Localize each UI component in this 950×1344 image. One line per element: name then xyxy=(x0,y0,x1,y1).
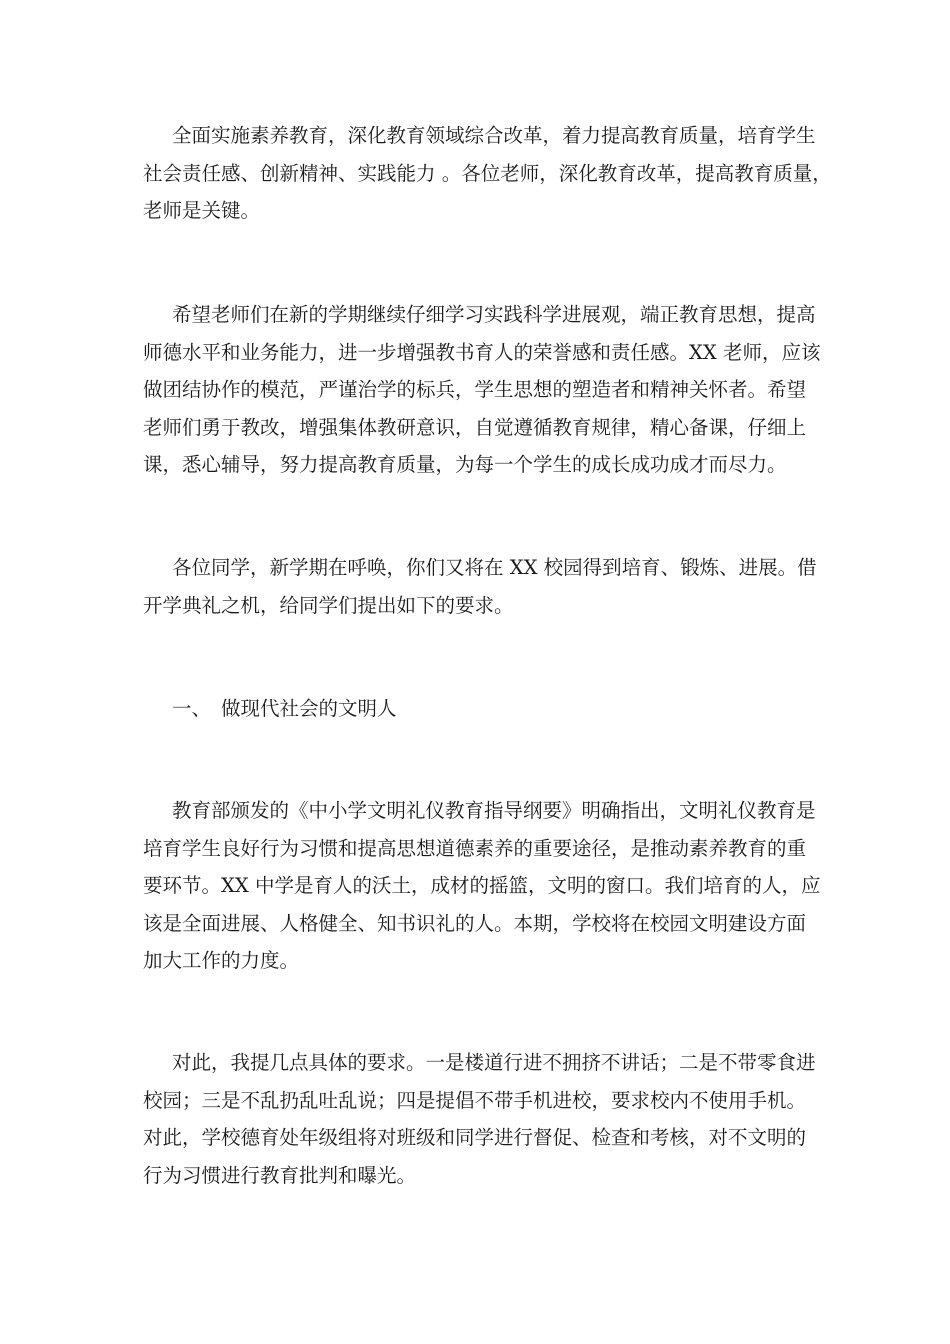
paragraph-line: 对此，我提几点具体的要求。一是楼道行进不拥挤不讲话；二是不带零食进 xyxy=(172,1051,816,1074)
paragraph-line: 全面实施素养教育，深化教育领域综合改革，着力提高教育质量，培育学生 xyxy=(172,124,816,147)
paragraph-line: 社会责任感、创新精神、实践能力 。各位老师，深化教育改革，提高教育质量， xyxy=(143,161,832,185)
paragraph-line: 要环节。XX 中学是育人的沃土，成材的摇篮，文明的窗口。我们培育的人，应 xyxy=(143,874,821,897)
paragraph-line: 各位同学，新学期在呼唤，你们又将在 XX 校园得到培育、锻炼、进展。借 xyxy=(172,556,817,579)
paragraph-line: 做团结协作的模范，严谨治学的标兵，学生思想的塑造者和精神关怀者。希望 xyxy=(143,378,807,401)
paragraph-line: 对此，学校德育处年级组将对班级和同学进行督促、检查和考核，对不文明的 xyxy=(143,1126,807,1149)
paragraph-line: 行为习惯进行教育批判和曝光。 xyxy=(143,1163,417,1187)
paragraph-etiquette xyxy=(143,792,821,980)
paragraph-line: 校园；三是不乱扔乱吐乱说；四是提倡不带手机进校，要求校内不使用手机。 xyxy=(143,1088,807,1112)
paragraph-line: 教育部颁发的《中小学文明礼仪教育指导纲要》明确指出，文明礼仪教育是 xyxy=(172,799,816,822)
section-heading xyxy=(172,690,397,728)
paragraph-line: 师德水平和业务能力，进一步增强教书育人的荣誉感和责任感。XX 老师，应该 xyxy=(143,340,821,364)
paragraph-requirements xyxy=(143,1044,815,1194)
paragraph-line: 老师是关键。 xyxy=(143,199,261,222)
paragraph-students xyxy=(143,549,815,624)
paragraph-line: 培育学生良好行为习惯和提高思想道德素养的重要途径，是推动素养教育的重 xyxy=(143,836,807,860)
paragraph-line: 该是全面进展、人格健全、知书识礼的人。本期，学校将在校园文明建设方面 xyxy=(143,911,807,935)
section-number: 一、 xyxy=(172,697,212,720)
paragraph-teachers xyxy=(143,296,821,484)
paragraph-line: 课，悉心辅导，努力提高教育质量，为每一个学生的成长成功成才而尽力。 xyxy=(143,453,787,476)
paragraph-line: 开学典礼之机，给同学们提出如下的要求。 xyxy=(143,593,514,617)
paragraph-line: 加大工作的力度。 xyxy=(143,949,300,972)
paragraph-line: 希望老师们在新的学期继续仔细学习实践科学进展观，端正教育思想，提高 xyxy=(172,303,816,326)
section-title: 做现代社会的文明人 xyxy=(221,697,397,720)
paragraph-quality-education xyxy=(143,117,832,230)
paragraph-line: 老师们勇于教改，增强集体教研意识，自觉遵循教育规律，精心备课，仔细上 xyxy=(143,415,807,439)
